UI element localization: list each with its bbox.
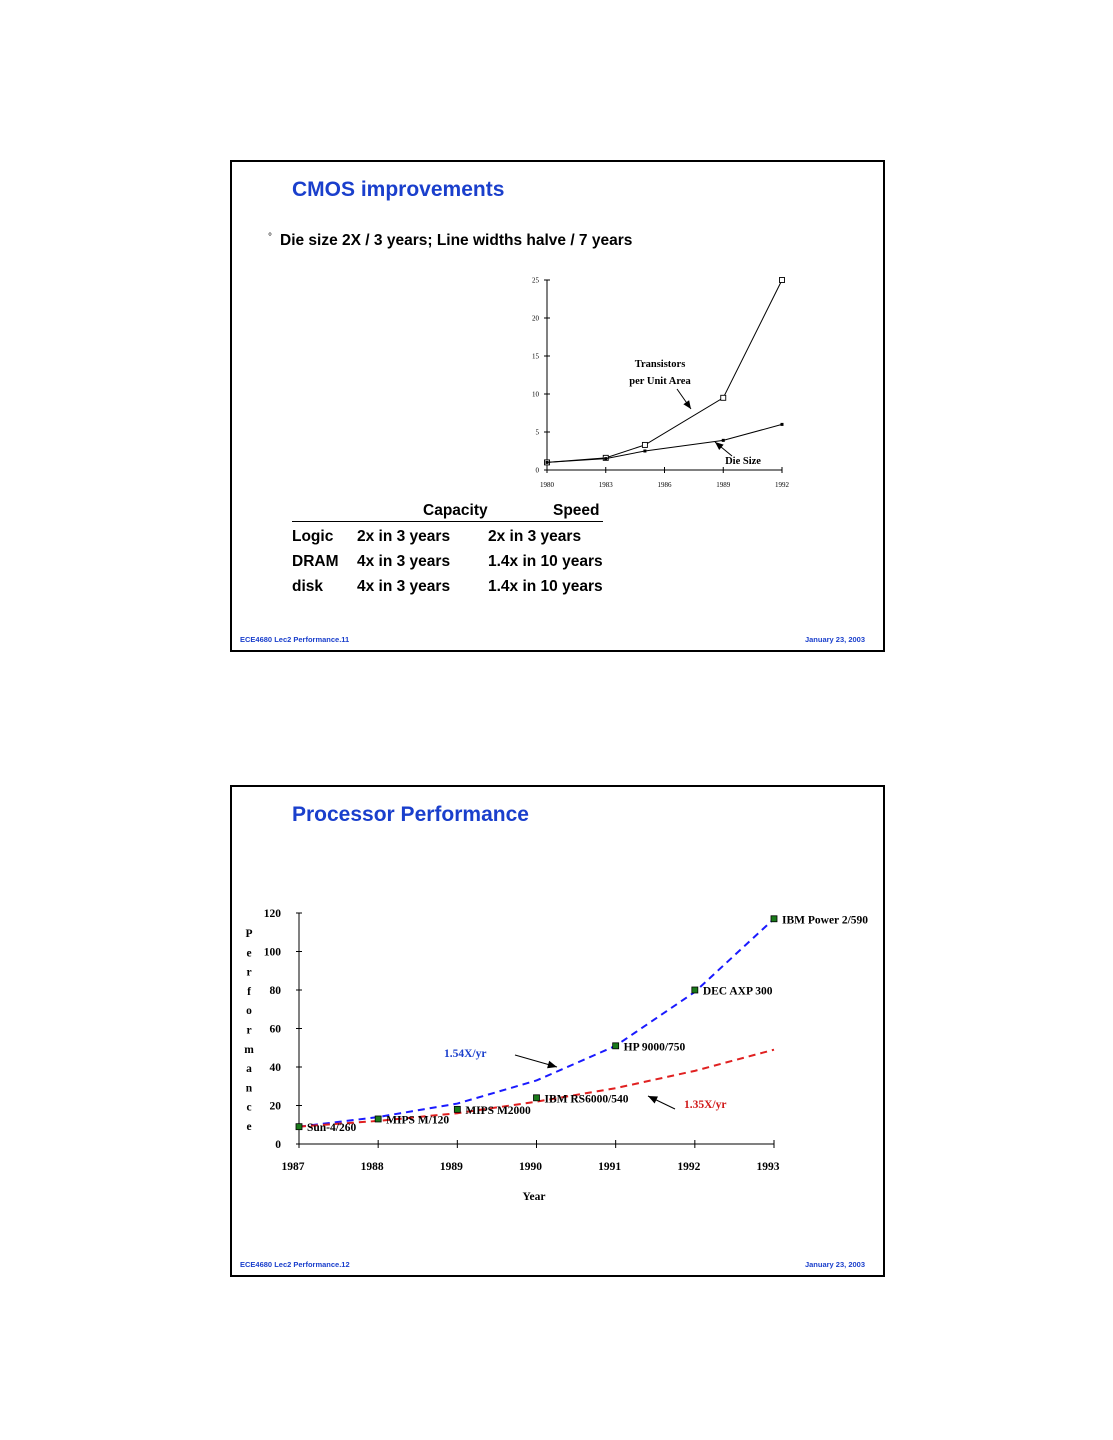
x-tick-label: 1991: [598, 1161, 622, 1173]
x-tick-label: 1988: [360, 1161, 384, 1173]
x-tick-label: 1990: [519, 1161, 542, 1173]
y-axis-label: [244, 928, 254, 1133]
row-speed: 1.4x in 10 years: [488, 578, 603, 595]
data-point-marker: [613, 1043, 619, 1049]
x-tick-label: 1987: [281, 1161, 305, 1173]
y-axis-label-letter: e: [246, 947, 252, 960]
y-axis-label-letter: f: [247, 985, 251, 998]
data-point-dot: [781, 423, 784, 426]
x-tick-label: 1980: [540, 481, 554, 489]
table-row: [292, 547, 603, 572]
slide-title: Processor Performance: [292, 803, 529, 826]
x-tick-label: 1986: [657, 481, 672, 489]
series-line: [547, 280, 782, 462]
table-row: [292, 572, 603, 597]
annotation-red-rate: 1.35X/yr: [684, 1099, 727, 1111]
row-speed: 1.4x in 10 years: [488, 553, 603, 570]
annotation-arrowhead: [715, 442, 724, 450]
row-name: DRAM: [292, 553, 339, 570]
y-axis-label-letter: m: [244, 1043, 254, 1056]
annotation-die-size: Die Size: [725, 456, 761, 467]
footer-date: January 23, 2003: [804, 1260, 865, 1269]
annotation-blue-rate: 1.54X/yr: [444, 1048, 487, 1060]
y-tick-label: 80: [269, 985, 281, 997]
x-tick-label: 1993: [756, 1161, 780, 1173]
y-tick-label: 10: [532, 390, 539, 399]
data-point-label: MIPS M2000: [465, 1104, 531, 1117]
data-point-label: DEC AXP 300: [702, 985, 773, 998]
data-point-marker: [296, 1124, 302, 1130]
data-point-dot: [643, 450, 646, 453]
capacity-speed-table: [292, 502, 603, 597]
y-tick-label: 20: [269, 1100, 281, 1113]
y-tick-label: 15: [532, 352, 539, 361]
row-name: disk: [292, 578, 324, 595]
y-axis-label-letter: n: [245, 1082, 253, 1095]
data-point-marker: [454, 1106, 460, 1112]
footer-course-label: ECE4680 Lec2 Performance.11: [240, 635, 350, 644]
footer-date: January 23, 2003: [804, 635, 865, 644]
slide-title: CMOS improvements: [292, 178, 505, 201]
data-point-label: MIPS M/120: [386, 1114, 450, 1127]
data-point-marker: [692, 987, 698, 993]
data-point-label: IBM Power 2/590: [782, 914, 869, 927]
footer-course-label: ECE4680 Lec2 Performance.12: [240, 1260, 350, 1269]
data-point-square: [780, 278, 785, 283]
slide-processor-performance: [230, 785, 885, 1277]
y-axis-label-letter: r: [246, 966, 252, 979]
data-point-dot: [722, 439, 725, 442]
x-axis-label: Year: [522, 1191, 546, 1203]
row-capacity: 4x in 3 years: [357, 553, 451, 570]
annotation-arrowhead: [547, 1061, 557, 1068]
data-point-dot: [604, 457, 607, 460]
row-name: Logic: [292, 528, 334, 545]
x-tick-label: 1992: [775, 481, 789, 489]
data-point-label: Sun-4/260: [307, 1122, 357, 1135]
data-point-marker: [534, 1095, 540, 1101]
y-tick-label: 120: [263, 908, 281, 920]
x-tick-label: 1989: [439, 1161, 463, 1173]
table-row: [292, 522, 603, 547]
annotation-transistors: Transistors: [634, 359, 686, 370]
annotation-transistors-line2: per Unit Area: [629, 376, 691, 387]
data-point-label: IBM RS6000/540: [544, 1093, 629, 1106]
data-point-marker: [375, 1116, 381, 1122]
header-capacity: Capacity: [423, 502, 488, 519]
y-tick-label: 60: [269, 1023, 281, 1036]
bullet-text: Die size 2X / 3 years; Line widths halve / 7 years: [280, 232, 633, 249]
y-tick-label: 40: [269, 1062, 281, 1074]
x-tick-label: 1989: [716, 481, 731, 489]
y-tick-label: 20: [532, 314, 539, 323]
processor-performance-chart: [232, 897, 882, 1217]
bullet-mark: °: [268, 232, 272, 243]
y-tick-label: 25: [532, 276, 539, 285]
y-axis-label-letter: e: [246, 1121, 252, 1133]
slide-cmos-improvements: [230, 160, 885, 652]
annotation-arrowhead: [683, 400, 691, 409]
data-point-square: [642, 442, 647, 447]
data-point-dot: [546, 461, 549, 464]
y-axis-label-letter: P: [245, 928, 253, 940]
y-axis-label-letter: a: [246, 1063, 252, 1076]
data-point-square: [721, 395, 726, 400]
x-tick-label: 1992: [677, 1161, 701, 1173]
cmos-line-chart: [522, 270, 822, 510]
y-axis-label-letter: o: [246, 1005, 252, 1018]
row-capacity: 2x in 3 years: [357, 528, 451, 545]
row-capacity: 4x in 3 years: [357, 578, 451, 595]
y-axis-label-letter: r: [246, 1024, 252, 1037]
x-tick-label: 1983: [598, 481, 613, 489]
data-point-label: HP 9000/750: [623, 1041, 686, 1054]
y-tick-label: 100: [263, 946, 281, 959]
y-tick-label: 0: [535, 466, 539, 475]
row-speed: 2x in 3 years: [488, 528, 582, 545]
bullet-item: [268, 232, 632, 250]
y-tick-label: 5: [535, 428, 539, 437]
y-axis-label-letter: c: [246, 1101, 252, 1114]
header-speed: Speed: [553, 502, 600, 519]
y-tick-label: 0: [275, 1139, 281, 1151]
table-header: [292, 502, 603, 522]
data-point-marker: [771, 916, 777, 922]
